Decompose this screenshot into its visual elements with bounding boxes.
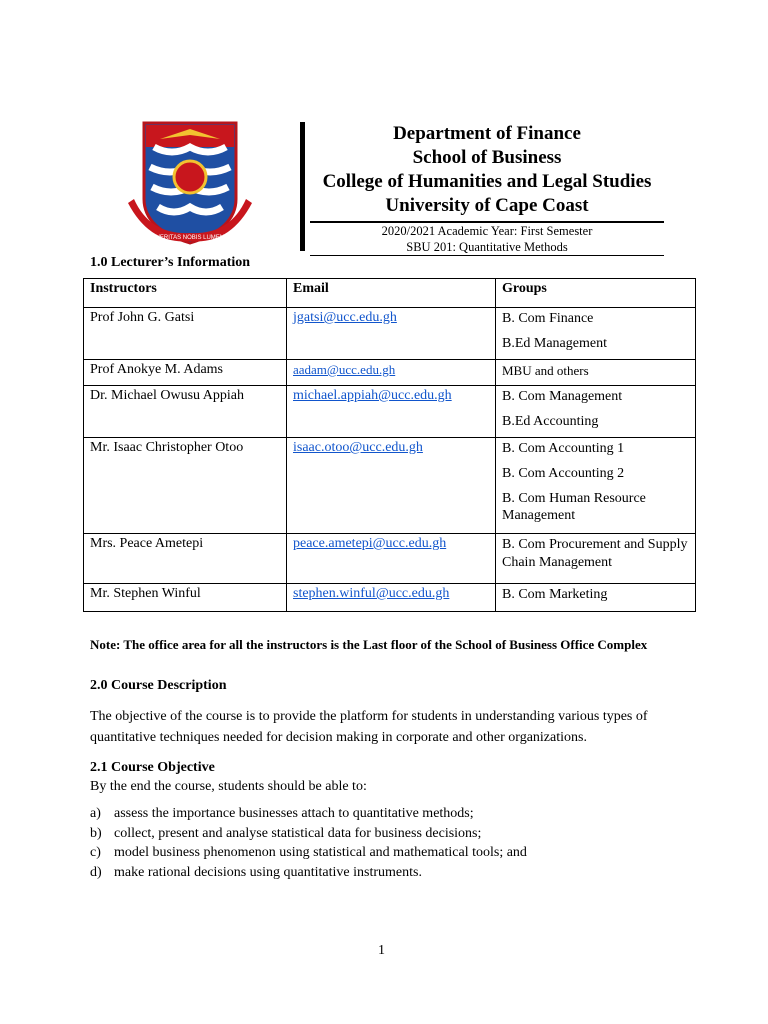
email-link[interactable]: isaac.otoo@ucc.edu.gh: [293, 440, 423, 455]
group-item: B. Com Management: [502, 389, 623, 404]
list-text: make rational decisions using quantitative instruments.: [114, 864, 422, 880]
list-letter: d): [90, 864, 102, 880]
instructor-name: Prof John G. Gatsi: [84, 308, 287, 360]
group-item: B. Com Accounting 1: [502, 441, 625, 456]
email-link[interactable]: stephen.winful@ucc.edu.gh: [293, 586, 450, 601]
instructor-name: Prof Anokye M. Adams: [84, 360, 287, 386]
table-row: [84, 584, 696, 612]
list-letter: b): [90, 825, 102, 841]
office-note: Note: The office area for all the instructors is the Last floor of the School of Business Office Complex: [90, 637, 648, 652]
page-number: 1: [378, 943, 385, 958]
table-row: [84, 308, 696, 360]
section-lecturers-title: 1.0 Lecturer’s Information: [90, 255, 251, 270]
objectives-list: [90, 804, 527, 882]
list-letter: c): [90, 845, 101, 860]
groups-cell: [496, 438, 696, 534]
list-text: assess the importance businesses attach to quantitative methods;: [114, 806, 474, 821]
lecturers-table: [83, 278, 696, 612]
college-title: College of Humanities and Legal Studies: [322, 171, 652, 192]
list-letter: a): [90, 806, 101, 821]
header-rule-thin: [310, 255, 664, 256]
header-divider-bar: [300, 122, 305, 251]
academic-year: 2020/2021 Academic Year: First Semester: [381, 224, 593, 238]
email-link[interactable]: peace.ametepi@ucc.edu.gh: [293, 536, 447, 551]
group-item: B. Com Finance: [502, 311, 594, 326]
list-item: [90, 863, 527, 883]
school-title: School of Business: [412, 147, 562, 168]
table-header-row: [84, 279, 696, 308]
instructor-name: Mr. Stephen Winful: [84, 584, 287, 612]
column-header: Instructors: [84, 279, 287, 308]
list-text: collect, present and analyse statistical data for business decisions;: [114, 825, 482, 841]
table-row: [84, 360, 696, 386]
instructor-name: Dr. Michael Owusu Appiah: [84, 386, 287, 438]
list-item: [90, 843, 527, 863]
group-item: MBU and others: [502, 363, 589, 378]
groups-cell: [496, 360, 696, 386]
email-link[interactable]: jgatsi@ucc.edu.gh: [293, 310, 397, 325]
table-row: [84, 386, 696, 438]
section-objective-title: 2.1 Course Objective: [90, 760, 215, 775]
list-item: [90, 804, 527, 824]
crest-motto: VERITAS NOBIS LUMEN: [155, 235, 225, 241]
groups-cell: [496, 386, 696, 438]
group-item: B. Com Procurement and Supply Chain Management: [502, 537, 688, 570]
group-item: B. Com Human Resource Management: [502, 491, 646, 523]
email-link[interactable]: aadam@ucc.edu.gh: [293, 362, 396, 377]
email-link[interactable]: michael.appiah@ucc.edu.gh: [293, 388, 452, 403]
department-title: Department of Finance: [393, 123, 581, 144]
university-title: University of Cape Coast: [385, 195, 589, 216]
document-header: [310, 122, 664, 256]
groups-cell: [496, 534, 696, 584]
column-header: Groups: [496, 279, 696, 308]
groups-cell: [496, 308, 696, 360]
table-row: [84, 438, 696, 534]
university-crest-logo: [120, 117, 260, 249]
group-item: B. Com Accounting 2: [502, 466, 625, 481]
groups-cell: [496, 584, 696, 612]
instructor-name: Mr. Isaac Christopher Otoo: [84, 438, 287, 534]
group-item: B.Ed Accounting: [502, 414, 599, 429]
table-row: [84, 534, 696, 584]
course-code: SBU 201: Quantitative Methods: [406, 240, 568, 254]
group-item: B.Ed Management: [502, 336, 607, 351]
objective-intro: By the end the course, students should be able to:: [90, 779, 367, 794]
list-text: model business phenomenon using statistical and mathematical tools; and: [114, 845, 527, 860]
list-item: [90, 824, 527, 844]
instructor-name: Mrs. Peace Ametepi: [84, 534, 287, 584]
section-description-title: 2.0 Course Description: [90, 678, 227, 693]
course-description-text: The objective of the course is to provide the platform for students in understanding various types of quantitative techniques needed for decision making in corporate and other organizations.: [90, 709, 648, 745]
group-item: B. Com Marketing: [502, 587, 608, 602]
column-header: Email: [287, 279, 496, 308]
